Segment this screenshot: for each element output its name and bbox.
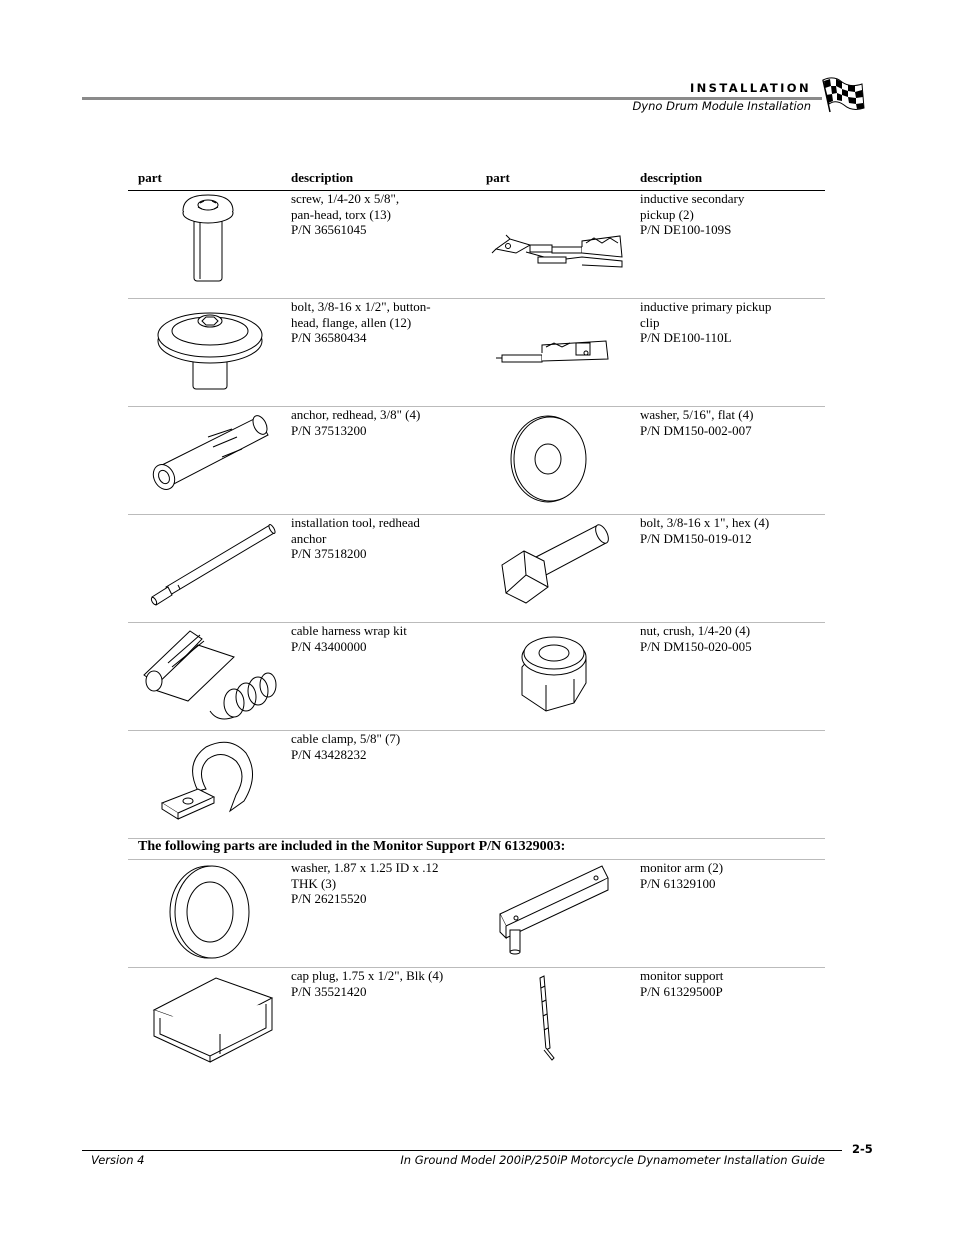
table-row [128,731,825,839]
part-number: P/N DM150-002-007 [640,422,752,438]
part-description [640,191,820,238]
part-number: P/N DM150-019-012 [640,530,752,546]
description-line: washer, 1.87 x 1.25 ID x .12 [291,860,439,875]
part-number: P/N DM150-020-005 [640,638,752,654]
table-row [128,860,825,968]
table-row [128,515,825,623]
cable-wrap-kit-icon [138,623,282,730]
part-number: P/N DE100-109S [640,222,732,237]
part-description [640,623,820,654]
description-line: clip [640,314,660,330]
part-description [291,623,471,654]
primary-pickup-clip-icon [486,299,631,406]
crush-nut-icon [486,623,631,730]
column-header-description: description [291,170,354,185]
part-number: P/N DE100-110L [640,330,732,345]
part-description [640,299,820,346]
column-header-description: description [640,170,703,185]
flat-washer-icon [486,407,631,514]
description-line: anchor [291,530,327,546]
column-header-part: part [138,170,162,185]
part-description [640,407,820,438]
installation-tool-icon [138,515,282,622]
monitor-arm-icon [486,860,631,967]
part-description [291,191,471,238]
secondary-pickup-clip-icon [486,191,631,298]
description-line: monitor support [640,968,724,983]
monitor-support-section-title: The following parts are included in the Monitor Support P/N 61329003: [128,839,825,860]
part-description [291,515,471,562]
torx-screw-icon [138,191,282,298]
column-header-part: part [486,170,510,185]
description-line: inductive primary pickup [640,299,772,314]
part-number: P/N 37513200 [291,422,367,438]
guide-title: In Ground Model 200iP/250iP Motorcycle Dynamometer Installation Guide [400,1153,825,1167]
section-title: INSTALLATION [689,81,811,95]
part-description [640,968,820,999]
part-number: P/N 61329500P [640,983,723,999]
section-subtitle: Dyno Drum Module Installation [632,99,811,113]
table-header [128,168,825,191]
description-line: inductive secondary [640,191,745,206]
description-line: cable harness wrap kit [291,623,407,638]
large-washer-icon [138,860,282,967]
part-description [291,860,471,907]
part-number: P/N 43400000 [291,638,367,654]
description-line: pan-head, torx (13) [291,206,391,222]
part-number: P/N 36561045 [291,222,367,237]
table-row [128,968,825,1075]
part-description [291,299,471,346]
part-description [291,407,471,438]
description-line: screw, 1/4-20 x 5/8", [291,191,400,206]
page-number: 2-5 [852,1142,873,1156]
part-description [640,515,820,546]
parts-table [128,168,825,1075]
part-number: P/N 35521420 [291,983,367,999]
part-description [291,968,471,999]
description-line: monitor arm (2) [640,860,724,875]
description-line: head, flange, allen (12) [291,314,412,330]
cable-clamp-icon [138,731,282,838]
table-row [128,623,825,731]
description-line: bolt, 3/8-16 x 1/2", button- [291,299,431,314]
description-line: THK (3) [291,875,337,891]
anchor-icon [138,407,282,514]
hex-bolt-icon [486,515,631,622]
part-description [291,731,471,762]
description-line: nut, crush, 1/4-20 (4) [640,623,751,638]
version-label: Version 4 [91,1153,145,1167]
flange-bolt-icon [138,299,282,406]
part-number: P/N 37518200 [291,546,367,561]
description-line: cable clamp, 5/8" (7) [291,731,401,746]
table-row [128,299,825,407]
footer-rule [82,1150,842,1151]
part-number: P/N 36580434 [291,330,367,345]
part-number: P/N 61329100 [640,875,716,891]
description-line: installation tool, redhead [291,515,420,530]
monitor-support-icon [486,968,631,1075]
table-row [128,407,825,515]
table-row [128,191,825,299]
description-line: bolt, 3/8-16 x 1", hex (4) [640,515,770,530]
description-line: pickup (2) [640,206,694,222]
description-line: washer, 5/16", flat (4) [640,407,754,422]
cap-plug-icon [138,968,282,1075]
description-line: cap plug, 1.75 x 1/2", Blk (4) [291,968,444,983]
part-number: P/N 43428232 [291,746,367,762]
part-number: P/N 26215520 [291,891,367,906]
description-line: anchor, redhead, 3/8" (4) [291,407,421,422]
checkered-flag-icon [820,76,866,116]
part-description [640,860,820,891]
